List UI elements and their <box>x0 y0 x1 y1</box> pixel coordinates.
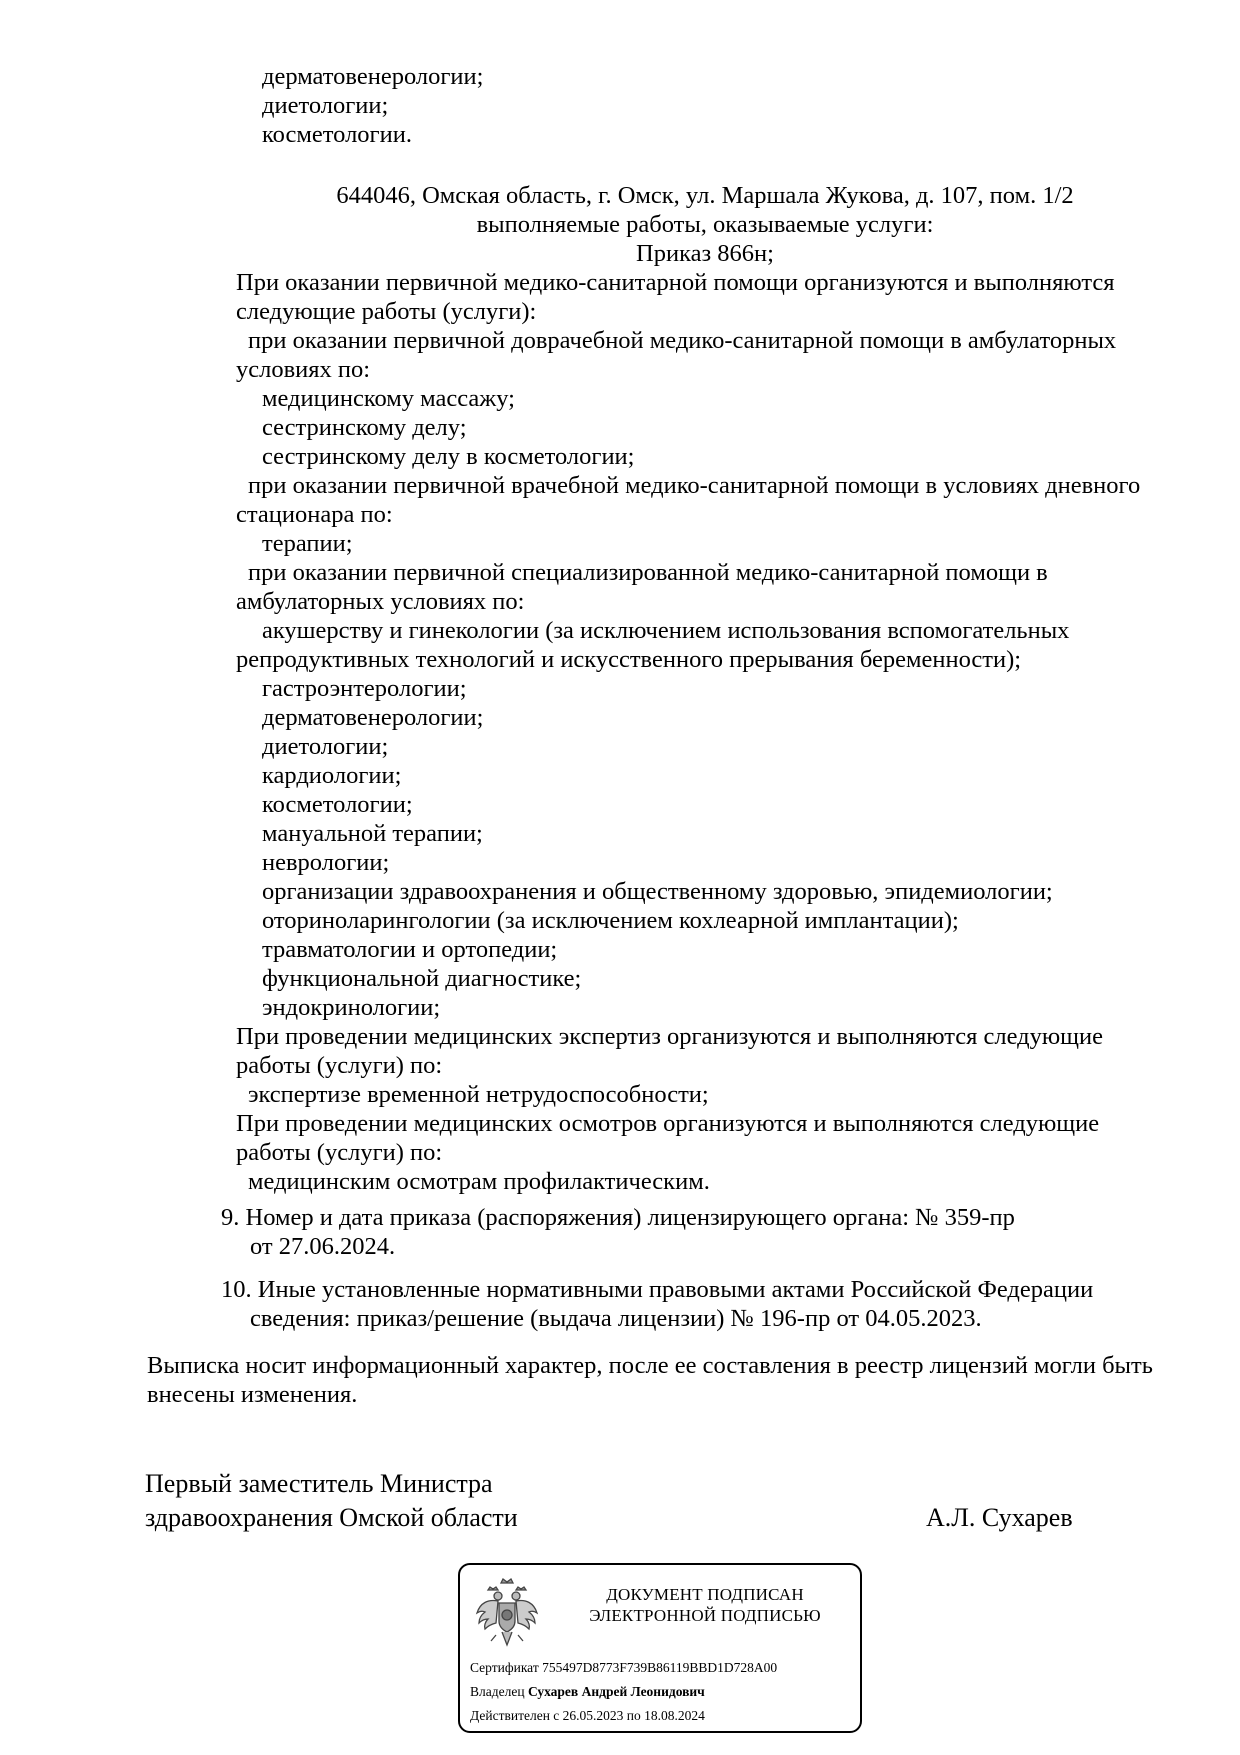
item-9-line: от 27.06.2024. <box>250 1233 396 1260</box>
certificate-number: 755497D8773F739B86119BBD1D728A00 <box>542 1660 778 1675</box>
paragraph-line: работы (услуги) по: <box>236 1052 443 1079</box>
paragraph-line: следующие работы (услуги): <box>236 298 537 325</box>
signatory-position: Первый заместитель Министра <box>145 1469 493 1498</box>
text-line: эндокринологии; <box>262 994 441 1021</box>
text-line: косметологии. <box>262 121 412 148</box>
signatory-position: здравоохранения Омской области <box>145 1503 518 1532</box>
paragraph-line: при оказании первичной врачебной медико-санитарной помощи в условиях дневного <box>248 472 1141 499</box>
text-line: медицинским осмотрам профилактическим. <box>248 1168 710 1195</box>
paragraph-line: При оказании первичной медико-санитарной помощи организуются и выполняются <box>236 269 1115 296</box>
item-10-line: 10. Иные установленные нормативными правовыми актами Российской Федерации <box>221 1276 1094 1303</box>
text-line: медицинскому массажу; <box>262 385 515 412</box>
paragraph-line: условиях по: <box>236 356 371 383</box>
text-line: организации здравоохранения и общественному здоровью, эпидемиологии; <box>262 878 1053 905</box>
stamp-title-line: ДОКУМЕНТ ПОДПИСАН <box>606 1585 804 1604</box>
paragraph-line: При проведении медицинских осмотров организуются и выполняются следующие <box>236 1110 1100 1137</box>
paragraph-line: при оказании первичной доврачебной медико-санитарной помощи в амбулаторных <box>248 327 1117 354</box>
text-line: диетологии; <box>262 92 389 119</box>
note-line: Выписка носит информационный характер, после ее составления в реестр лицензий могли быть <box>147 1352 1153 1379</box>
paragraph-line: стационара по: <box>236 501 393 528</box>
certificate-line <box>470 1659 777 1677</box>
text-line: сестринскому делу; <box>262 414 467 441</box>
owner-name: Сухарев Андрей Леонидович <box>527 1684 705 1699</box>
paragraph-line: амбулаторных условиях по: <box>236 588 525 615</box>
stamp-title <box>570 1584 840 1626</box>
text-line: оториноларингологии (за исключением кохлеарной имплантации); <box>262 907 959 934</box>
address-line: 644046, Омская область, г. Омск, ул. Маршала Жукова, д. 107, пом. 1/2 <box>336 182 1074 209</box>
item-10-line: сведения: приказ/решение (выдача лицензии) № 196-пр от 04.05.2023. <box>250 1305 982 1332</box>
certificate-label: Сертификат <box>470 1660 539 1675</box>
text-line: сестринскому делу в косметологии; <box>262 443 635 470</box>
stamp-title-line: ЭЛЕКТРОННОЙ ПОДПИСЬЮ <box>589 1606 821 1625</box>
owner-label: Владелец <box>470 1684 525 1699</box>
owner-line <box>470 1683 705 1701</box>
coat-of-arms-icon <box>474 1577 540 1651</box>
text-line: гастроэнтерологии; <box>262 675 467 702</box>
signatory-name: А.Л. Сухарев <box>926 1503 1073 1532</box>
electronic-signature-stamp <box>458 1563 862 1733</box>
text-line: мануальной терапии; <box>262 820 483 847</box>
note-line: внесены изменения. <box>147 1381 358 1408</box>
order-caption: Приказ 866н; <box>636 240 774 267</box>
validity-line: Действителен с 26.05.2023 по 18.08.2024 <box>470 1708 705 1723</box>
text-line: экспертизе временной нетрудоспособности; <box>248 1081 709 1108</box>
text-line: диетологии; <box>262 733 389 760</box>
text-line: кардиологии; <box>262 762 402 789</box>
paragraph-line: акушерству и гинекологии (за исключением использования вспомогательных <box>262 617 1070 644</box>
paragraph-line: репродуктивных технологий и искусственного прерывания беременности); <box>236 646 1022 673</box>
text-line: терапии; <box>262 530 353 557</box>
text-line: дерматовенерологии; <box>262 63 484 90</box>
paragraph-line: При проведении медицинских экспертиз организуются и выполняются следующие <box>236 1023 1104 1050</box>
item-9-line: 9. Номер и дата приказа (распоряжения) лицензирующего органа: № 359-пр <box>221 1204 1015 1231</box>
text-line: дерматовенерологии; <box>262 704 484 731</box>
services-caption: выполняемые работы, оказываемые услуги: <box>476 211 934 238</box>
text-line: неврологии; <box>262 849 390 876</box>
text-line: травматологии и ортопедии; <box>262 936 558 963</box>
paragraph-line: при оказании первичной специализированной медико-санитарной помощи в <box>248 559 1048 586</box>
text-line: функциональной диагностике; <box>262 965 582 992</box>
text-line: косметологии; <box>262 791 413 818</box>
paragraph-line: работы (услуги) по: <box>236 1139 443 1166</box>
